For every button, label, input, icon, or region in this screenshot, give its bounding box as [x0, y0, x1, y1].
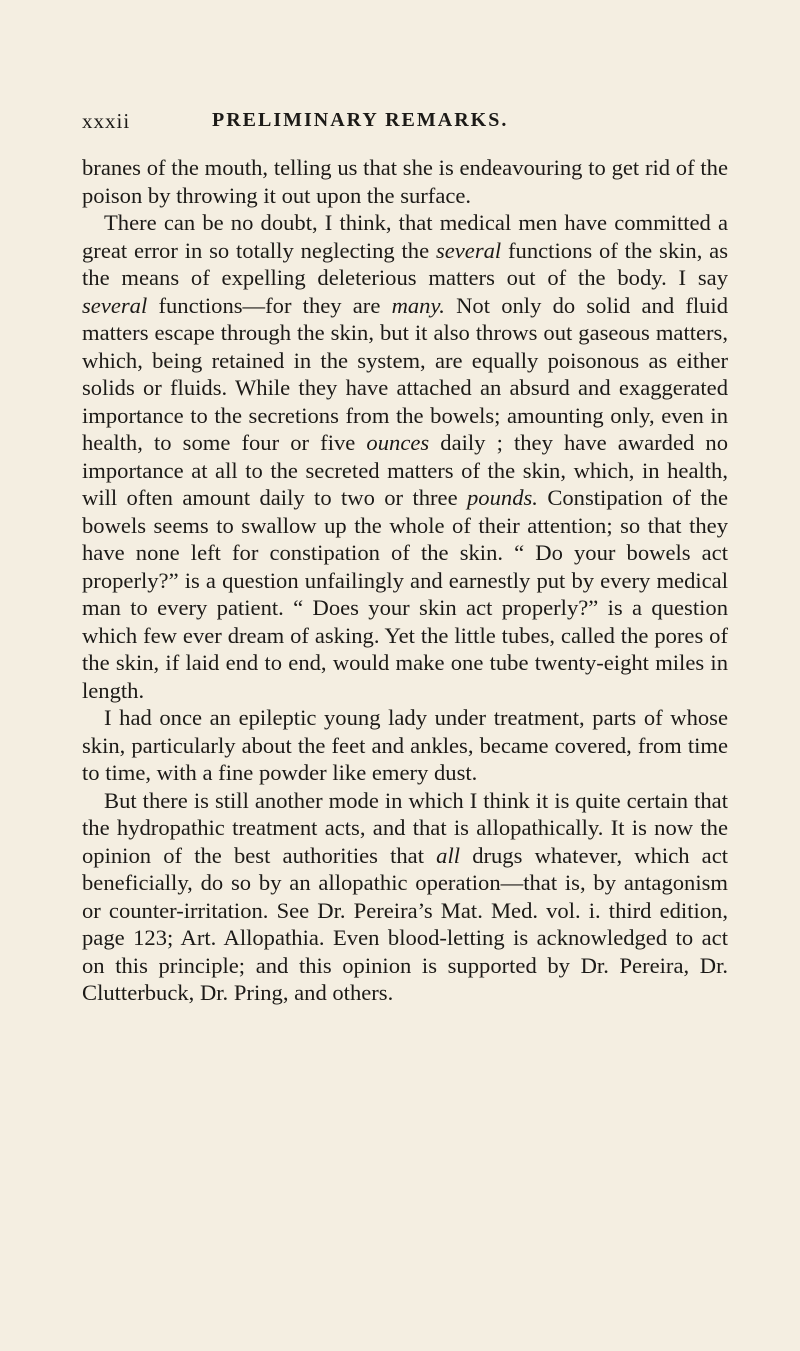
paragraph — [82, 209, 728, 704]
text-segment: functions of the skin, as the means of expelling deleterious matters out of the body. I say — [82, 237, 728, 290]
text-segment: functions—for they are — [147, 292, 392, 318]
text-segment: Not only do solid and fluid matters escape through the skin, but it also throws out gaseous matters, which, being retained in the system, are equally poisonous as either solids or fluids. While they have attached an absurd and exaggerated importance to the secretions from the bowels; amounting only, even in health, to some four or five — [82, 292, 728, 455]
text-segment: But there is still another mode in which I think it is quite certain that the hydropathic treatment acts, and that is allopathically. It is now the opinion of the best authorities that — [82, 787, 728, 868]
italic-text: several — [435, 237, 502, 263]
paragraph — [82, 704, 728, 787]
text-segment: There can be no doubt, I think, that medical men have committed a great error in so totally neglecting the — [82, 210, 728, 263]
paragraph — [82, 154, 728, 209]
text-segment: Constipation of the bowels seems to swallow up the whole of their attention; so that they have none left for constipation of the skin. “ Do your bowels act properly?” is a question unfailingly and earnestly put by every medical man to every patient. “ Does your skin act properly?” is a question which few ever dream of asking. Yet the little tubes, called the pores of the skin, if laid end to end, would make one tube twenty-eight miles in length. — [82, 485, 728, 703]
body-text — [82, 154, 728, 1007]
text-segment: drugs whatever, which act beneficially, do so by an allopathic operation—that is, by antagonism or counter-irritation. See Dr. Pereira’s Mat. Med. vol. i. third edition, page 123; Art. Allopathia. Even blood-letting is acknowledged to act on this principle; and this opinion is supported by Dr. Pereira, Dr. Clutterbuck, Dr. Pring, and others. — [82, 842, 729, 1005]
italic-text: several — [82, 292, 148, 318]
italic-text: many. — [391, 292, 445, 318]
text-segment: branes of the mouth, telling us that she is endeavouring to get rid of the poison by throwing it out upon the surface. — [82, 155, 728, 208]
page-header — [82, 109, 730, 135]
text-segment: daily ; they have awarded no importance at all to the secreted matters of the skin, which, in health, will often amount daily to two or three — [82, 430, 728, 510]
running-head: PRELIMINARY REMARKS. — [212, 109, 509, 131]
italic-text: all — [436, 842, 461, 868]
page-number: xxxii — [82, 109, 131, 133]
italic-text: ounces — [366, 430, 430, 455]
paragraph — [82, 787, 728, 1007]
text-segment: I had once an epileptic young lady under treatment, parts of whose skin, particularly about the feet and ankles, became covered, from time to time, with a fine powder like emery dust. — [82, 705, 728, 785]
italic-text: pounds. — [467, 485, 538, 510]
